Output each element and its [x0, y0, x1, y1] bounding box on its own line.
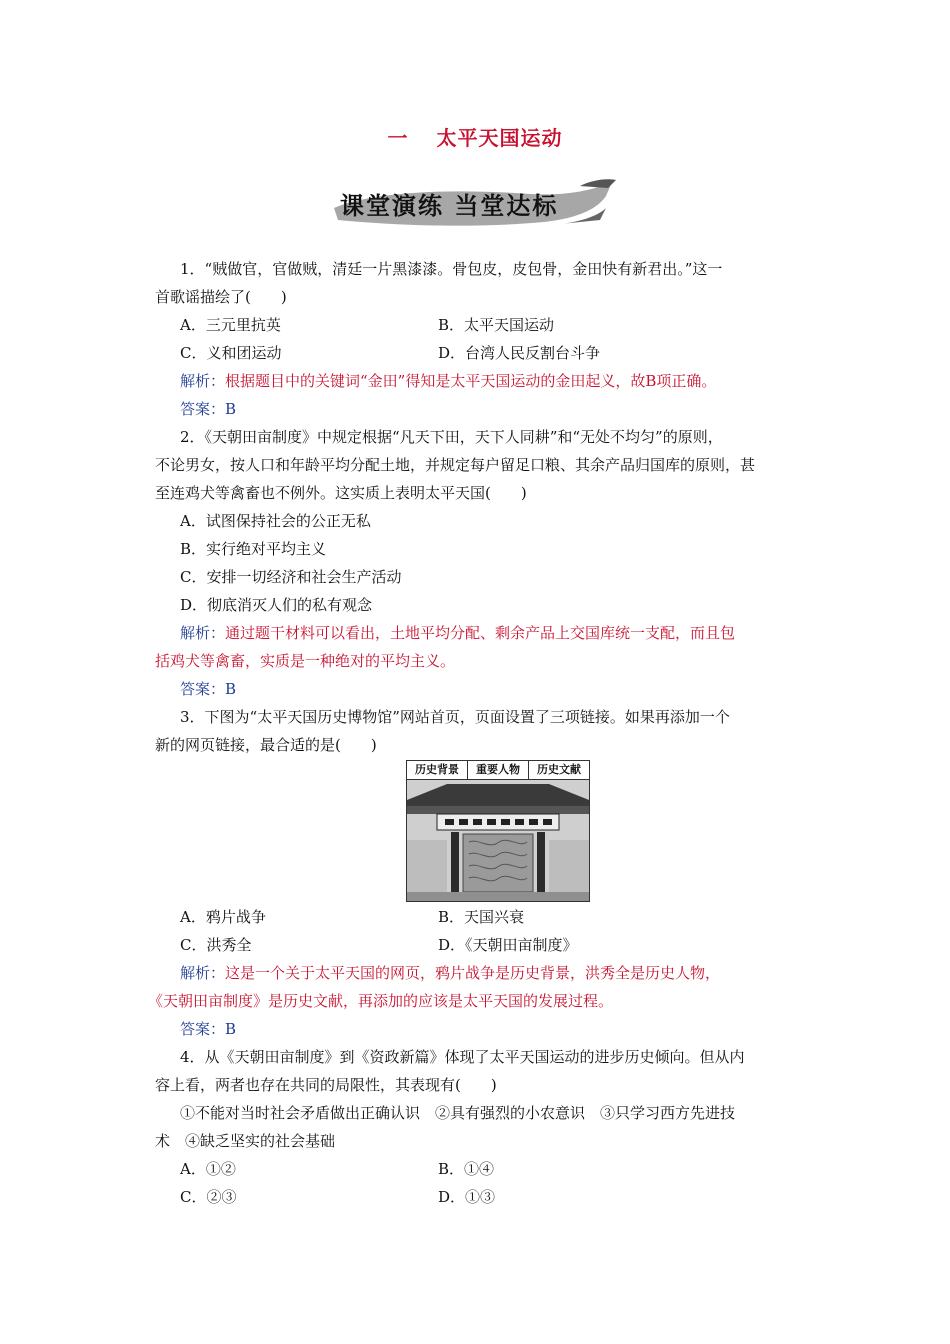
- q3-analysis-label: 解析：: [180, 964, 226, 982]
- q1-analysis-label: 解析：: [180, 372, 226, 390]
- q1-stem-line-1: 1．“贼做官，官做贼，清廷一片黑漆漆。骨包皮，皮包骨，金田快有新君出。”这一: [180, 260, 723, 278]
- q3-analysis-text-2: 《天朝田亩制度》是历史文献，再添加的应该是太平天国的发展过程。: [148, 992, 614, 1010]
- q2-analysis: [180, 622, 735, 644]
- section-banner: [330, 178, 620, 230]
- q3-analysis-text-1: 这是一个关于太平天国的网页，鸦片战争是历史背景，洪秀全是历史人物，: [225, 964, 721, 982]
- q3-stem-line-1: 3．下图为“太平天国历史博物馆”网站首页，页面设置了三项链接。如果再添加一个: [180, 708, 730, 726]
- banner-text: 课堂演练 当堂达标: [340, 192, 559, 220]
- q1-analysis: [180, 370, 716, 392]
- q2-analysis-text-2: 括鸡犬等禽畜，实质是一种绝对的平均主义。: [155, 652, 456, 670]
- q4-items-line-2: 术 ④缺乏坚实的社会基础: [155, 1132, 336, 1150]
- q2-stem-line-1: 2．《天朝田亩制度》中规定根据“凡天下田，天下人同耕”和“无处不均匀”的原则，: [180, 428, 723, 446]
- q1-analysis-text: 根据题目中的关键词“金田”得知是太平天国运动的金田起义，故B项正确。: [225, 372, 717, 390]
- lesson-title-text: 太平天国运动: [436, 126, 563, 150]
- q3-analysis: [180, 962, 720, 984]
- q1-option-b: B．太平天国运动: [438, 316, 555, 334]
- q4-option-a: A．①②: [180, 1160, 236, 1178]
- q4-option-b: B．①④: [438, 1160, 495, 1178]
- q2-option-d: D．彻底消灭人们的私有观念: [180, 596, 373, 614]
- q2-option-c: C．安排一切经济和社会生产活动: [180, 568, 402, 586]
- museum-gate-photo: [407, 780, 589, 901]
- q1-stem-line-2: 首歌谣描绘了( ): [155, 288, 287, 306]
- q3-answer: 答案：B: [180, 1020, 237, 1038]
- q4-option-d: D．①③: [438, 1188, 496, 1206]
- figure-tab-documents: 历史文献: [537, 763, 581, 776]
- q2-option-a: A．试图保持社会的公正无私: [180, 512, 371, 530]
- q1-option-c: C．义和团运动: [180, 344, 282, 362]
- figure-nav-tabs: [407, 761, 589, 780]
- figure-tab-people: 重要人物: [468, 761, 529, 779]
- q4-stem-line-2: 容上看，两者也存在共同的局限性，其表现有( ): [155, 1076, 497, 1094]
- q1-option-a: A．三元里抗英: [180, 316, 281, 334]
- q3-option-a: A．鸦片战争: [180, 908, 266, 926]
- q4-stem-line-1: 4．从《天朝田亩制度》到《资政新篇》体现了太平天国运动的进步历史倾向。但从内: [180, 1048, 745, 1066]
- lesson-number: 一: [387, 126, 409, 150]
- q2-stem-line-2: 不论男女，按人口和年龄平均分配土地，并规定每户留足口粮、其余产品归国库的原则，甚: [155, 456, 756, 474]
- q3-option-b: B．天国兴衰: [438, 908, 525, 926]
- q3-option-d: D．《天朝田亩制度》: [438, 936, 578, 954]
- q2-analysis-label: 解析：: [180, 624, 226, 642]
- q2-option-b: B．实行绝对平均主义: [180, 540, 327, 558]
- lesson-title: [0, 122, 950, 151]
- q4-items-line-1: ①不能对当时社会矛盾做出正确认识 ②具有强烈的小农意识 ③只学习西方先进技: [180, 1104, 736, 1122]
- q2-stem-line-3: 至连鸡犬等禽畜也不例外。这实质上表明太平天国( ): [155, 484, 527, 502]
- q4-option-c: C．②③: [180, 1188, 237, 1206]
- q1-answer: 答案：B: [180, 400, 237, 418]
- q2-answer: 答案：B: [180, 680, 237, 698]
- figure-tab-background: 历史背景: [407, 761, 468, 779]
- museum-website-figure: [406, 760, 590, 902]
- q3-option-c: C．洪秀全: [180, 936, 252, 954]
- q2-analysis-text-1: 通过题干材料可以看出，土地平均分配、剩余产品上交国库统一支配，而且包: [225, 624, 736, 642]
- q1-option-d: D．台湾人民反割台斗争: [438, 344, 601, 362]
- q3-stem-line-2: 新的网页链接，最合适的是( ): [155, 736, 377, 754]
